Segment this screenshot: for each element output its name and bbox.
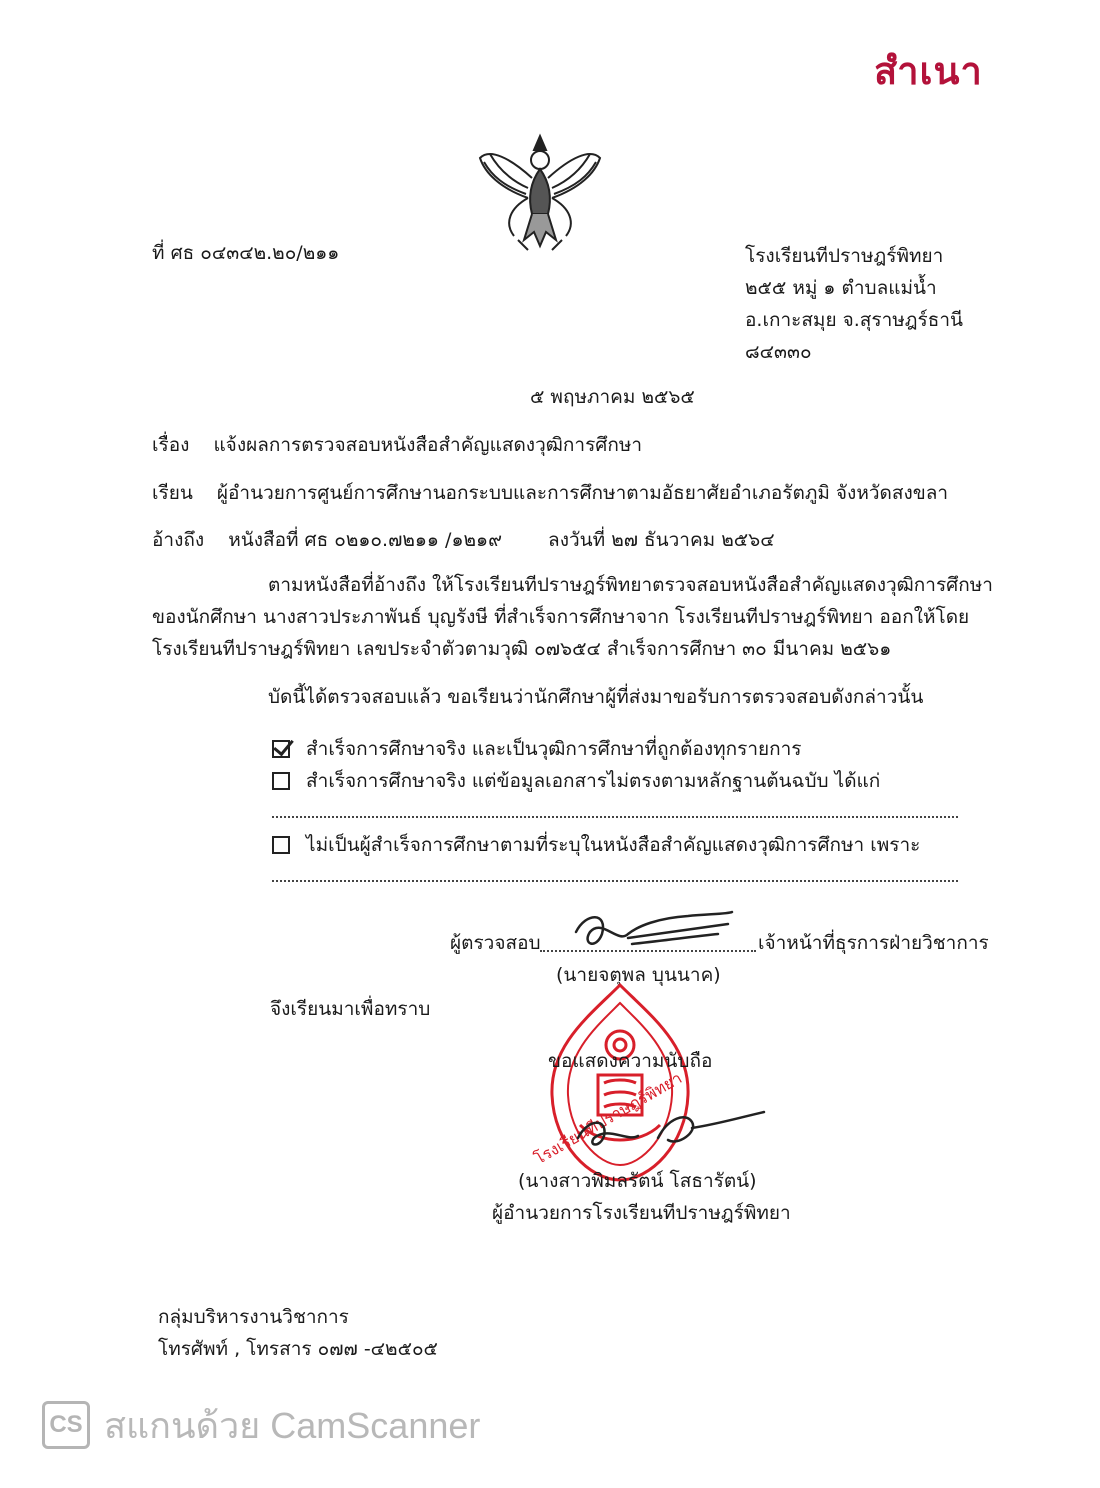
letter-date: ๕ พฤษภาคม ๒๕๖๕ — [530, 386, 695, 408]
camscanner-text: สแกนด้วย CamScanner — [104, 1404, 481, 1446]
body-line-2: ของนักศึกษา นางสาวประภาพันธ์ บุญรังษี ที่สำเร็จการศึกษาจาก โรงเรียนทีปราษฎร์พิทยา ออกให้โดย — [152, 606, 970, 628]
reference-row — [152, 527, 775, 553]
body-line-4: บัดนี้ได้ตรวจสอบแล้ว ขอเรียนว่านักศึกษาผู้ที่ส่งมาขอรับการตรวจสอบดังกล่าวนั้น — [268, 686, 924, 708]
checkbox-mismatch[interactable] — [272, 772, 290, 790]
footer-department: กลุ่มบริหารงานวิชาการ — [158, 1306, 349, 1328]
check-label-not-graduate: ไม่เป็นผู้สำเร็จการศึกษาตามที่ระบุในหนังสือสำคัญแสดงวุฒิการศึกษา เพราะ — [306, 834, 921, 856]
reference-label: อ้างถึง — [152, 529, 205, 551]
recipient-text: ผู้อำนวยการศูนย์การศึกษานอกระบบและการศึกษาตามอัธยาศัยอำเภอรัตภูมิ จังหวัดสงขลา — [216, 482, 949, 504]
director-name: (นางสาวพิมลรัตน์ โสธารัตน์) — [518, 1170, 757, 1192]
address-line-3: อ.เกาะสมุย จ.สุราษฎร์ธานี — [745, 309, 963, 331]
check-item-not-graduate — [272, 832, 920, 858]
address-line-2: ๒๕๕ หมู่ ๑ ตำบลแม่น้ำ — [745, 277, 937, 299]
recipient-row — [152, 480, 948, 506]
director-title: ผู้อำนวยการโรงเรียนทีปราษฎร์พิทยา — [492, 1202, 791, 1224]
address-line-4: ๘๔๓๓๐ — [745, 341, 812, 363]
inspector-signature-icon — [568, 904, 738, 964]
checkbox-not-graduate[interactable] — [272, 836, 290, 854]
reference-number: ที่ ศธ ๐๔๓๔๒.๒๐/๒๑๑ — [152, 242, 340, 264]
check-label-mismatch: สำเร็จการศึกษาจริง แต่ข้อมูลเอกสารไม่ตรงตามหลักฐานต้นฉบับ ได้แก่ — [306, 770, 881, 792]
check-item-mismatch — [272, 768, 880, 794]
check-label-verified: สำเร็จการศึกษาจริง และเป็นวุฒิการศึกษาที่ถูกต้องทุกรายการ — [306, 738, 802, 760]
dotted-line-2 — [272, 880, 958, 882]
subject-label: เรื่อง — [152, 434, 190, 456]
check-item-verified — [272, 736, 802, 762]
recipient-label: เรียน — [152, 482, 193, 504]
footer-phone: โทรศัพท์ , โทรสาร ๐๗๗ -๔๒๕๐๕ — [158, 1338, 438, 1360]
body-line-1: ตามหนังสือที่อ้างถึง ให้โรงเรียนทีปราษฎร์พิทยาตรวจสอบหนังสือสำคัญแสดงวุฒิการศึกษา — [268, 574, 993, 596]
body-line-3: โรงเรียนทีปราษฎร์พิทยา เลขประจำตัวตามวุฒิ ๐๗๖๕๔ สำเร็จการศึกษา ๓๐ มีนาคม ๒๕๖๑ — [152, 638, 892, 660]
school-address — [745, 240, 963, 368]
seal-text: โรงเรียนทีปราษฎร์พิทยา — [531, 1068, 686, 1169]
regards-text: ขอแสดงความนับถือ — [548, 1050, 713, 1072]
subject-text: แจ้งผลการตรวจสอบหนังสือสำคัญแสดงวุฒิการศึกษา — [213, 434, 643, 456]
camscanner-logo-icon: CS — [42, 1401, 90, 1449]
inspector-prefix: ผู้ตรวจสอบ — [450, 932, 541, 954]
address-line-1: โรงเรียนทีปราษฎร์พิทยา — [745, 245, 944, 267]
closing-text: จึงเรียนมาเพื่อทราบ — [270, 998, 431, 1020]
reference-text: หนังสือที่ ศธ ๐๒๑๐.๗๒๑๑ /๑๒๑๙ — [228, 529, 502, 551]
inspector-name: (นายจตุพล บุนนาค) — [556, 964, 721, 986]
camscanner-watermark — [42, 1400, 480, 1450]
garuda-emblem-icon — [470, 128, 610, 258]
copy-stamp: สำเนา — [874, 49, 983, 93]
checkbox-verified[interactable] — [272, 740, 290, 758]
director-signature-icon — [568, 1098, 768, 1158]
reference-date: ลงวันที่ ๒๗ ธันวาคม ๒๕๖๔ — [548, 529, 775, 551]
subject-row — [152, 432, 642, 458]
dotted-line-1 — [272, 816, 958, 818]
inspector-position: เจ้าหน้าที่ธุรการฝ่ายวิชาการ — [758, 932, 989, 954]
